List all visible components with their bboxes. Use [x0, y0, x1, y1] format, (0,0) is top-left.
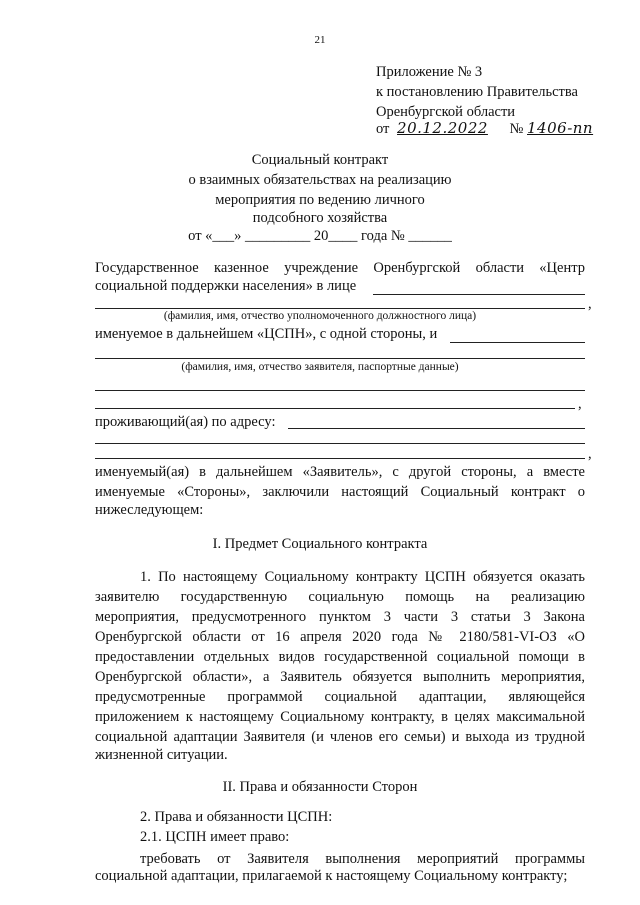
section1-line: мероприятия, предусмотренного пунктом 3 части 3 статьи 3 Закона	[95, 609, 585, 625]
section1-line: социальной адаптации Заявителя (и членов его семьи) и выхода из трудной	[95, 729, 585, 745]
named-cspn-line: именуемое в дальнейшем «ЦСПН», с одной стороны, и	[95, 326, 438, 342]
section2-requirement-line1: требовать от Заявителя выполнения мероприятий программы	[140, 851, 585, 867]
caption-applicant: (фамилия, имя, отчество заявителя, паспортные данные)	[181, 361, 459, 373]
party2-line3: нижеследующем:	[95, 502, 204, 518]
blank-line	[95, 390, 585, 391]
section1-line: приложением к настоящему Социальному контракту, в целях максимальной	[95, 709, 585, 725]
section1-line: предусмотренные программой социальной адаптации, являющейся	[95, 689, 585, 705]
section2-item: 2.1. ЦСПН имеет право:	[140, 829, 290, 845]
caption-official: (фамилия, имя, отчество уполномоченного должностного лица)	[163, 310, 477, 322]
handwritten-date: 20.12.2022	[397, 119, 488, 137]
comma: ,	[578, 396, 582, 412]
contract-title: Социальный контракт	[251, 152, 389, 168]
comma: ,	[588, 296, 592, 312]
blank-line	[95, 408, 575, 409]
blank-line	[288, 428, 585, 429]
section1-line: Оренбургской области», а Заявитель обязуется выполнить мероприятия,	[95, 669, 585, 685]
contract-subtitle-3: подсобного хозяйства	[252, 210, 388, 226]
contract-subtitle-1: о взаимных обязательствах на реализацию	[188, 172, 452, 188]
section1-line: заявителю государственную социальную помощь на реализацию	[95, 589, 585, 605]
blank-line	[450, 342, 585, 343]
contract-date-line: от «___» _________ 20____ года № ______	[188, 228, 452, 244]
section1-line: Оренбургской области от 16 апреля 2020 года № 2180/581-VI-ОЗ «О	[95, 629, 585, 645]
number-prefix: №	[509, 121, 524, 137]
blank-line	[95, 443, 585, 444]
handwritten-number: 1406-пп	[527, 119, 594, 137]
blank-line	[95, 308, 585, 309]
comma: ,	[588, 446, 592, 462]
appendix-line2: к постановлению Правительства	[376, 84, 578, 100]
section2-heading: II. Права и обязанности Сторон	[222, 779, 418, 795]
page-number: 21	[314, 34, 326, 46]
address-label: проживающий(ая) по адресу:	[95, 414, 276, 430]
section1-line: жизненной ситуации.	[95, 747, 228, 763]
party1-line2: социальной поддержки населения» в лице	[95, 278, 357, 294]
section2-item: 2. Права и обязанности ЦСПН:	[140, 809, 333, 825]
blank-line	[95, 358, 585, 359]
contract-subtitle-2: мероприятия по ведению личного	[215, 192, 425, 208]
party1-line1: Государственное казенное учреждение Оренбургской области «Центр	[95, 260, 585, 276]
date-prefix: от	[376, 121, 390, 137]
section1-heading: I. Предмет Социального контракта	[212, 536, 428, 552]
appendix-line1: Приложение № 3	[376, 64, 483, 80]
appendix-line3: Оренбургской области	[376, 104, 516, 120]
party2-line1: именуемый(ая) в дальнейшем «Заявитель», с другой стороны, а вместе	[95, 464, 585, 480]
appendix-date-line	[376, 118, 593, 140]
section2-requirement-line2: социальной адаптации, прилагаемой к настоящему Социальному контракту;	[95, 868, 568, 884]
blank-line	[95, 458, 585, 459]
party2-line2: именуемые «Стороны», заключили настоящий Социальный контракт о	[95, 484, 585, 500]
section1-line: 1. По настоящему Социальному контракту ЦСПН обязуется оказать	[140, 569, 585, 585]
blank-line	[373, 294, 585, 295]
section1-line: предоставлении отдельных видов государственной социальной помощи в	[95, 649, 585, 665]
